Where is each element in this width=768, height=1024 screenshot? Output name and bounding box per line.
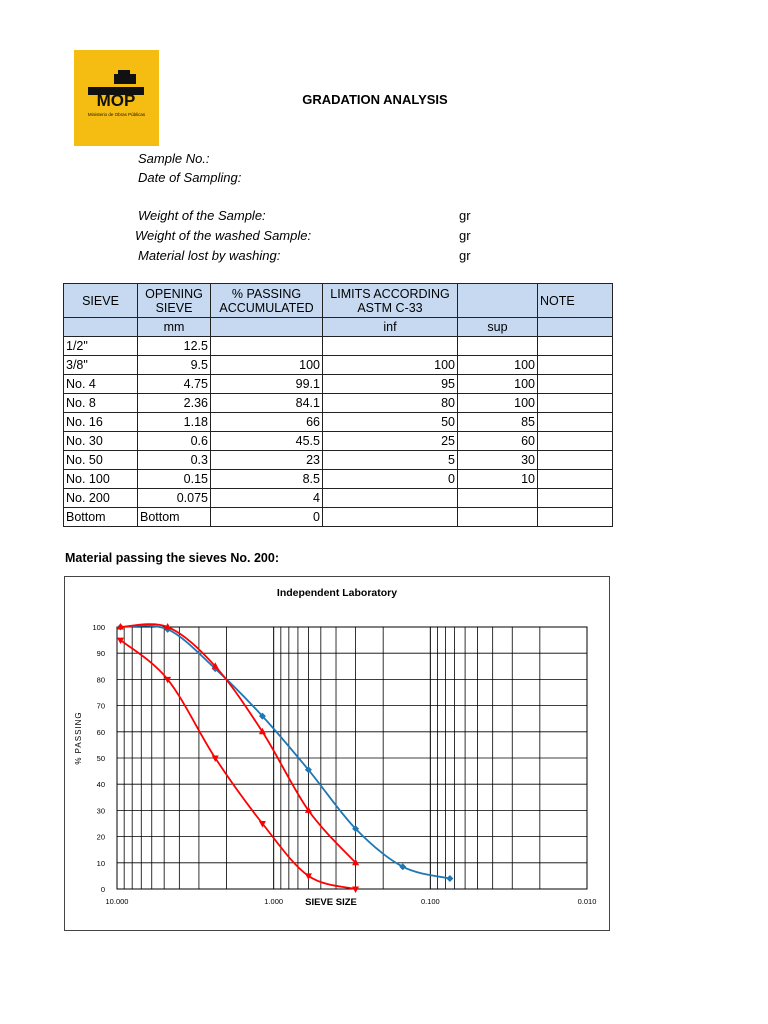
cell-sup bbox=[458, 337, 538, 356]
header-passing: % PASSING ACCUMULATED bbox=[211, 284, 323, 318]
header-blank bbox=[458, 284, 538, 318]
data-point bbox=[352, 887, 359, 894]
material-lost-unit: gr bbox=[459, 248, 471, 263]
cell-sup: 100 bbox=[458, 375, 538, 394]
cell-inf bbox=[323, 489, 458, 508]
table-row bbox=[64, 356, 613, 375]
cell-opening: 0.3 bbox=[138, 451, 211, 470]
table-header-row bbox=[64, 284, 613, 318]
y-axis-label: % PASSING bbox=[74, 711, 83, 765]
chart-svg bbox=[65, 577, 609, 930]
cell-opening: 0.6 bbox=[138, 432, 211, 451]
table-row bbox=[64, 508, 613, 527]
cell-passing: 45.5 bbox=[211, 432, 323, 451]
data-point bbox=[446, 875, 453, 882]
header-limits: LIMITS ACCORDING ASTM C-33 bbox=[323, 284, 458, 318]
table-row bbox=[64, 470, 613, 489]
chart-title: Independent Laboratory bbox=[276, 587, 398, 599]
x-tick-label: 1.000 bbox=[264, 897, 284, 906]
gradation-chart bbox=[64, 576, 610, 931]
y-tick-label: 30 bbox=[96, 806, 105, 816]
cell-inf: 100 bbox=[323, 356, 458, 375]
cell-note bbox=[538, 432, 613, 451]
cell-note bbox=[538, 394, 613, 413]
table-row bbox=[64, 394, 613, 413]
cell-sieve: 3/8" bbox=[64, 356, 138, 375]
y-tick-label: 50 bbox=[96, 754, 105, 763]
cell-sup bbox=[458, 508, 538, 527]
table-row bbox=[64, 337, 613, 356]
cell-sieve: 1/2" bbox=[64, 337, 138, 356]
cell-sup: 100 bbox=[458, 356, 538, 375]
cell-note bbox=[538, 508, 613, 527]
cell-opening: 9.5 bbox=[138, 356, 211, 375]
series-line-2 bbox=[120, 640, 355, 889]
page-title: GRADATION ANALYSIS bbox=[302, 92, 448, 107]
cell-sup: 85 bbox=[458, 413, 538, 432]
cell-inf bbox=[323, 508, 458, 527]
table-subheader-row bbox=[64, 318, 613, 337]
cell-sup: 100 bbox=[458, 394, 538, 413]
cell-note bbox=[538, 470, 613, 489]
sample-no-label: Sample No.: bbox=[138, 151, 210, 166]
cell-opening: 1.18 bbox=[138, 413, 211, 432]
cell-sieve: No. 30 bbox=[64, 432, 138, 451]
material-lost-label: Material lost by washing: bbox=[138, 248, 281, 263]
logo-emblem-icon bbox=[74, 50, 159, 110]
cell-passing bbox=[211, 337, 323, 356]
y-tick-label: 70 bbox=[96, 701, 105, 711]
cell-inf: 25 bbox=[323, 432, 458, 451]
cell-note bbox=[538, 489, 613, 508]
weight-sample-label: Weight of the Sample: bbox=[138, 208, 266, 223]
table-row bbox=[64, 375, 613, 394]
data-point bbox=[399, 863, 406, 870]
cell-sieve: No. 4 bbox=[64, 375, 138, 394]
data-point bbox=[117, 638, 124, 645]
cell-sieve: No. 16 bbox=[64, 413, 138, 432]
subheader-mm: mm bbox=[138, 318, 211, 337]
cell-sieve: No. 50 bbox=[64, 451, 138, 470]
weight-washed-unit: gr bbox=[459, 228, 471, 243]
cell-inf: 50 bbox=[323, 413, 458, 432]
cell-opening: 2.36 bbox=[138, 394, 211, 413]
cell-note bbox=[538, 451, 613, 470]
weight-washed-label: Weight of the washed Sample: bbox=[135, 228, 312, 243]
logo-subtitle: Ministerio de Obras Públicas bbox=[87, 112, 146, 117]
y-tick-label: 10 bbox=[96, 858, 105, 868]
subheader-inf: inf bbox=[323, 318, 458, 337]
cell-sieve: No. 8 bbox=[64, 394, 138, 413]
header-sieve: SIEVE bbox=[64, 284, 138, 318]
y-tick-label: 0 bbox=[100, 885, 105, 894]
material-passing-label: Material passing the sieves No. 200: bbox=[65, 551, 279, 565]
y-tick-label: 80 bbox=[96, 675, 105, 685]
cell-opening: 0.15 bbox=[138, 470, 211, 489]
header-opening: OPENING SIEVE bbox=[138, 284, 211, 318]
cell-note bbox=[538, 413, 613, 432]
gradation-table bbox=[63, 283, 613, 527]
cell-inf: 0 bbox=[323, 470, 458, 489]
logo-mark: MOP bbox=[96, 91, 136, 110]
cell-inf bbox=[323, 337, 458, 356]
y-tick-label: 20 bbox=[96, 832, 105, 842]
cell-note bbox=[538, 356, 613, 375]
cell-passing: 8.5 bbox=[211, 470, 323, 489]
header-note: NOTE bbox=[538, 284, 613, 318]
cell-opening: 4.75 bbox=[138, 375, 211, 394]
cell-passing: 4 bbox=[211, 489, 323, 508]
cell-note bbox=[538, 375, 613, 394]
y-tick-label: 40 bbox=[96, 780, 105, 790]
table-row bbox=[64, 489, 613, 508]
cell-sup: 30 bbox=[458, 451, 538, 470]
cell-sieve: No. 200 bbox=[64, 489, 138, 508]
cell-sup: 10 bbox=[458, 470, 538, 489]
table-row bbox=[64, 413, 613, 432]
y-tick-label: 100 bbox=[92, 623, 105, 632]
cell-passing: 23 bbox=[211, 451, 323, 470]
x-axis-label: SIEVE SIZE bbox=[305, 897, 357, 908]
cell-passing: 99.1 bbox=[211, 375, 323, 394]
table-row bbox=[64, 432, 613, 451]
cell-sup bbox=[458, 489, 538, 508]
series-line-0 bbox=[120, 626, 449, 879]
cell-opening: 12.5 bbox=[138, 337, 211, 356]
cell-inf: 80 bbox=[323, 394, 458, 413]
cell-note bbox=[538, 337, 613, 356]
cell-passing: 84.1 bbox=[211, 394, 323, 413]
cell-passing: 100 bbox=[211, 356, 323, 375]
cell-inf: 95 bbox=[323, 375, 458, 394]
x-tick-label: 10.000 bbox=[105, 897, 129, 906]
cell-passing: 0 bbox=[211, 508, 323, 527]
cell-sieve: No. 100 bbox=[64, 470, 138, 489]
date-sampling-label: Date of Sampling: bbox=[138, 170, 242, 185]
cell-opening: 0.075 bbox=[138, 489, 211, 508]
subheader-sup: sup bbox=[458, 318, 538, 337]
y-tick-label: 90 bbox=[96, 649, 105, 659]
cell-passing: 66 bbox=[211, 413, 323, 432]
x-tick-label: 0.100 bbox=[420, 897, 440, 906]
cell-sieve: Bottom bbox=[64, 508, 138, 527]
mop-logo bbox=[74, 50, 159, 146]
table-row bbox=[64, 451, 613, 470]
y-tick-label: 60 bbox=[96, 727, 105, 737]
cell-sup: 60 bbox=[458, 432, 538, 451]
series-line-1 bbox=[120, 624, 355, 863]
cell-inf: 5 bbox=[323, 451, 458, 470]
x-tick-label: 0.010 bbox=[577, 897, 597, 906]
weight-sample-unit: gr bbox=[459, 208, 471, 223]
cell-opening: Bottom bbox=[138, 508, 211, 527]
